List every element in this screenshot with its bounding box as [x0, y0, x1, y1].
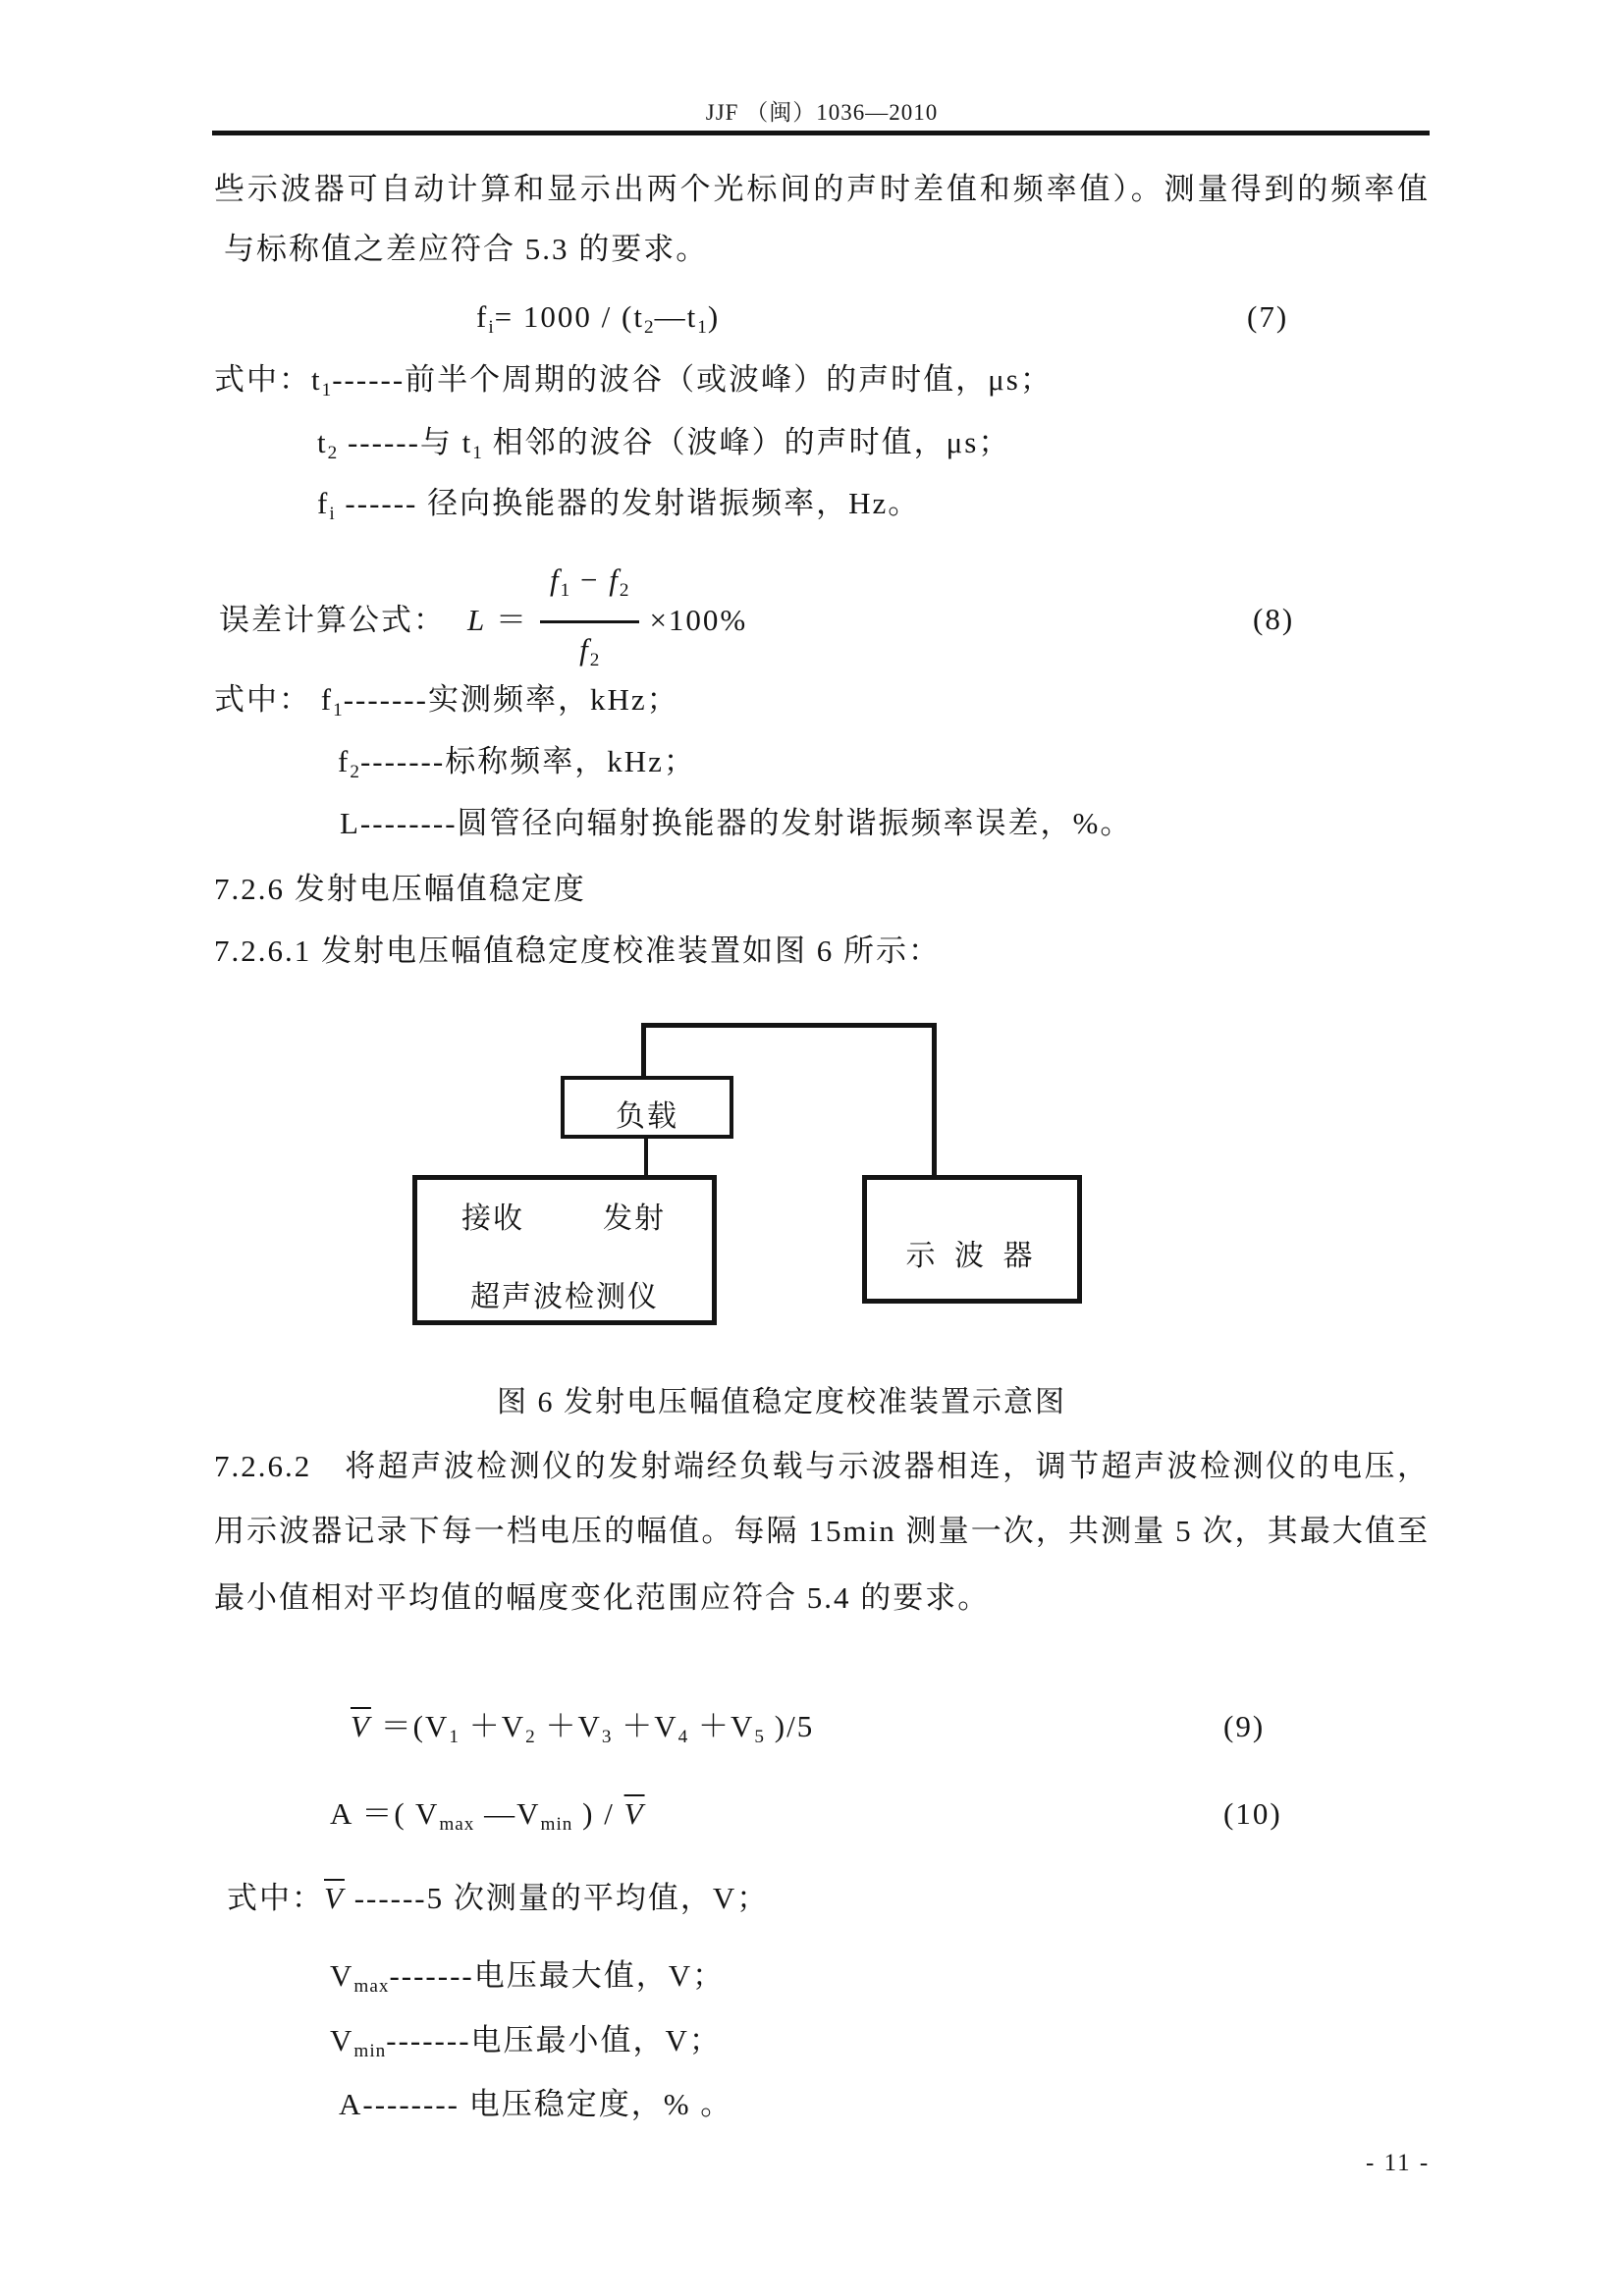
equation-10-note-vavg: 式中：$\overline{V}$ ------5 次测量的平均值，V； — [227, 1881, 770, 1915]
equation-10-row — [214, 1793, 1430, 1845]
wire-load-to-detector — [644, 1137, 648, 1177]
equation-7-note-t1: 式中：$t_1------$前半个周期的波谷（或波峰）的声时值，μs； — [214, 362, 1053, 401]
wire-oscilloscope-drop — [932, 1023, 937, 1177]
oscilloscope-label: 示 波 器 — [905, 1240, 1039, 1272]
header-rule — [212, 131, 1430, 135]
equation-10-note-a: A-------- 电压稳定度，% 。 — [339, 2087, 733, 2121]
receive-label: 接收 — [461, 1202, 524, 1235]
equation-8-tail: ×100% — [649, 603, 748, 637]
equation-9-formula: $\overline{V} =(V_1 +V_2 +V_3 +V_4 +V_5$ )/5 — [351, 1709, 815, 1748]
equation-7-note-t2: $t_2$ ------与 $t_1$ 相邻的波谷（波峰）的声时值，μs； — [317, 425, 1011, 464]
equation-7-formula: $f_i= 1000$ / $(t_2—t_1)$ — [476, 299, 721, 339]
section-heading-7-2-6-1: 7.2.6.1 发射电压幅值稳定度校准装置如图 6 所示： — [214, 934, 941, 968]
page-number: - 11 - — [1366, 2150, 1431, 2176]
paragraph-2-line-1: 7.2.6.2 将超声波检测仪的发射端经负载与示波器相连，调节超声波检测仪的电压， — [214, 1449, 1430, 1483]
equation-7-note-fi: $f_i$ ------ 径向换能器的发射谐振频率，Hz。 — [317, 486, 921, 525]
equation-10-formula: A ＝( $V_{max}$ $—V_{min}$ ) / $\overline{V}$ — [330, 1796, 645, 1836]
document-header: JJF （闽）1036—2010 — [705, 100, 939, 125]
equation-9-number: (9) — [1223, 1709, 1266, 1743]
paragraph-2-line-3: 最小值相对平均值的幅度变化范围应符合 5.4 的要求。 — [214, 1580, 991, 1615]
equation-8-note-f2: $f_2-------$标称频率，kHz； — [338, 744, 696, 783]
wire-top-horizontal — [641, 1023, 937, 1028]
paragraph-1-line-2: 与标称值之差应符合 5.3 的要求。 — [224, 232, 709, 266]
equation-9-row — [214, 1706, 1430, 1758]
paragraph-2-line-2: 用示波器记录下每一档电压的幅值。每隔 15min 测量一次，共测量 5 次，其最大值至 — [214, 1514, 1430, 1548]
equation-10-note-vmax: $V_{max}-------$电压最大值，V； — [330, 1958, 726, 1998]
equation-7-number: (7) — [1247, 299, 1289, 334]
fraction-numerator: $f_1 - f_2$ — [540, 560, 639, 622]
equation-8-number: (8) — [1253, 602, 1295, 636]
equation-10-note-vmin: $V_{min}-------$电压最小值，V； — [330, 2023, 722, 2062]
figure-6-caption: 图 6 发射电压幅值稳定度校准装置示意图 — [497, 1386, 1066, 1418]
equation-8-fraction — [540, 560, 639, 680]
load-label: 负载 — [616, 1100, 678, 1133]
section-heading-7-2-6: 7.2.6 发射电压幅值稳定度 — [214, 872, 586, 906]
equation-8-label: 误差计算公式： — [219, 603, 446, 637]
fraction-denominator: $f_2$ — [579, 631, 601, 670]
equation-8-note-L: L--------圆管径向辐射换能器的发射谐振频率误差，%。 — [340, 806, 1133, 840]
paragraph-1-line-1: 些示波器可自动计算和显示出两个光标间的声时差值和频率值）。测量得到的频率值 — [214, 172, 1430, 206]
equation-7-row — [214, 296, 1430, 348]
equation-8-lhs: L ＝ — [467, 603, 528, 637]
transmit-label: 发射 — [603, 1202, 666, 1235]
equation-10-number: (10) — [1223, 1796, 1282, 1831]
equation-8-note-f1: 式中： $f_1-------$实测频率，kHz； — [214, 682, 679, 721]
wire-load-top — [641, 1023, 646, 1078]
detector-label: 超声波检测仪 — [470, 1281, 659, 1313]
equation-8-row — [214, 556, 1430, 685]
